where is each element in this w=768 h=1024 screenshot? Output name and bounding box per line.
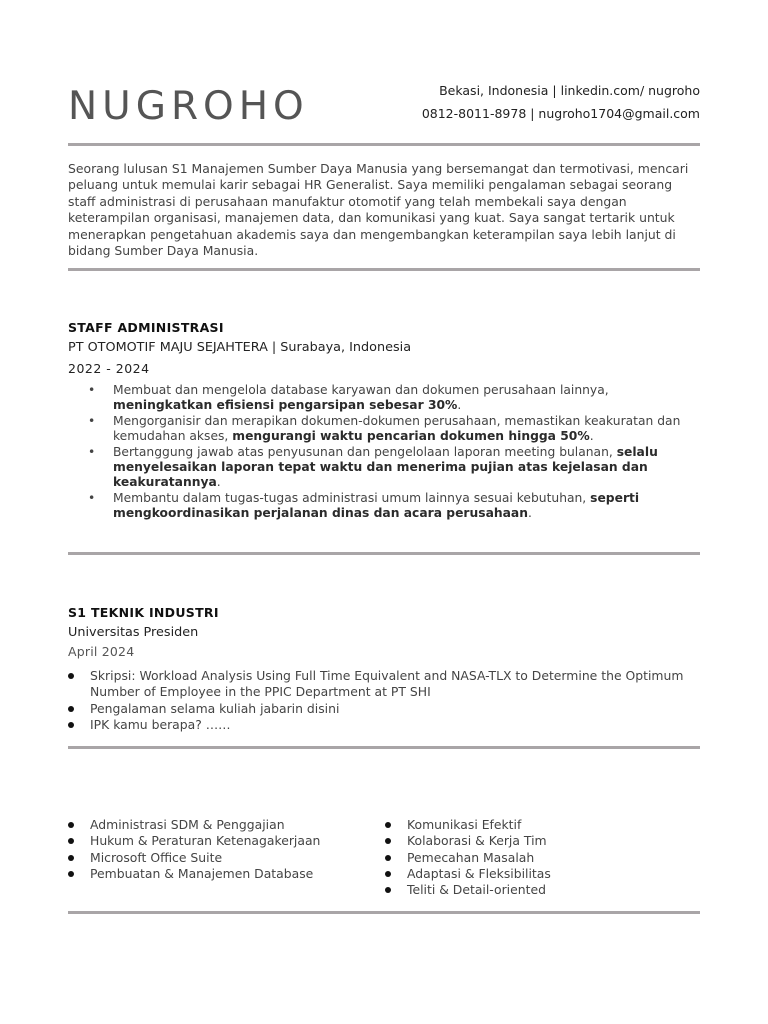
job-bullet xyxy=(88,491,703,522)
skill-item: Pembuatan & Manajemen Database xyxy=(66,866,366,882)
skill-item: Adaptasi & Fleksibilitas xyxy=(383,866,683,882)
job-bullet-highlight: selalu menyelesaikan laporan tepat waktu dan menerima pujian atas kejelasan dan keakuratannya xyxy=(113,444,658,490)
skill-item: Hukum & Peraturan Ketenagakerjaan xyxy=(66,833,366,849)
education-bullet: IPK kamu berapa? …… xyxy=(66,717,706,733)
job-title: STAFF ADMINISTRASI xyxy=(68,320,224,335)
contact-location-linkedin: Bekasi, Indonesia | linkedin.com/ nugroho xyxy=(439,83,700,98)
job-bullet-end: . xyxy=(527,506,532,521)
skill-item: Teliti & Detail-oriented xyxy=(383,882,683,898)
skills-column-1 xyxy=(66,817,366,882)
job-bullet-text: Membuat dan mengelola database karyawan dan dokumen perusahaan lainnya, xyxy=(113,383,609,397)
job-company: PT OTOMOTIF MAJU SEJAHTERA | Surabaya, Indonesia xyxy=(68,340,412,355)
skill-item: Microsoft Office Suite xyxy=(66,850,366,866)
professional-summary: Seorang lulusan S1 Manajemen Sumber Daya Manusia yang bersemangat dan termotivasi, mencari peluang untuk memulai karir sebagai HR Generalist. Saya memiliki pengalaman sebagai seorang staff administrasi di perusahaan manufaktur otomotif yang telah membekali saya dengan keterampilan organisasi, manajemen data, dan komunikasi yang kuat. Saya sangat tertarik untuk menerapkan pengetahuan akademis saya dan mengembangkan keterampilan saya lebih lanjut di bidang Sumber Daya Manusia. xyxy=(68,161,689,259)
education-bullet: Pengalaman selama kuliah jabarin disini xyxy=(66,701,706,717)
job-dates: 2022 - 2024 xyxy=(68,361,150,376)
candidate-name: NUGROHO xyxy=(68,84,309,129)
graduation-date: April 2024 xyxy=(68,644,135,659)
skill-item: Administrasi SDM & Penggajian xyxy=(66,817,366,833)
job-bullet xyxy=(88,383,703,414)
job-bullet-text: Membantu dalam tugas-tugas administrasi umum lainnya sesuai kebutuhan, xyxy=(113,490,591,505)
education-details xyxy=(66,668,706,733)
job-bullet-highlight: meningkatkan efisiensi pengarsipan sebesar 30% xyxy=(113,398,458,413)
job-bullet xyxy=(88,445,703,491)
job-bullet-highlight: mengurangi waktu pencarian dokumen hingga 50% xyxy=(232,429,590,444)
contact-phone-email: 0812-8011-8978 | nugroho1704@gmail.com xyxy=(421,106,700,121)
skill-item: Pemecahan Masalah xyxy=(383,850,683,866)
divider-header xyxy=(68,143,700,146)
skill-item: Komunikasi Efektif xyxy=(383,817,683,833)
divider-summary xyxy=(68,268,700,271)
job-bullet xyxy=(88,414,703,445)
job-bullet-text: Mengorganisir dan merapikan dokumen-dokumen perusahaan, memastikan keakuratan dan kemudahan akses, xyxy=(113,413,681,444)
job-bullet-text: Bertanggung jawab atas penyusunan dan pengelolaan laporan meeting bulanan, xyxy=(113,444,617,459)
job-responsibilities xyxy=(88,383,703,522)
job-bullet-end: . xyxy=(589,429,594,444)
job-bullet-end: . xyxy=(216,475,221,490)
job-bullet-end: . xyxy=(457,398,462,413)
degree-title: S1 TEKNIK INDUSTRI xyxy=(68,605,219,620)
job-bullet-highlight: seperti mengkoordinasikan perjalanan dinas dan acara perusahaan xyxy=(113,490,640,521)
divider-skills xyxy=(68,911,700,914)
university-name: Universitas Presiden xyxy=(68,625,199,640)
divider-experience xyxy=(68,552,700,555)
divider-education xyxy=(68,746,700,749)
skills-column-2 xyxy=(383,817,683,898)
skill-item: Kolaborasi & Kerja Tim xyxy=(383,833,683,849)
education-bullet: Skripsi: Workload Analysis Using Full Time Equivalent and NASA-TLX to Determine the Optimum Number of Employee in the PPIC Department at PT SHI xyxy=(66,668,706,701)
